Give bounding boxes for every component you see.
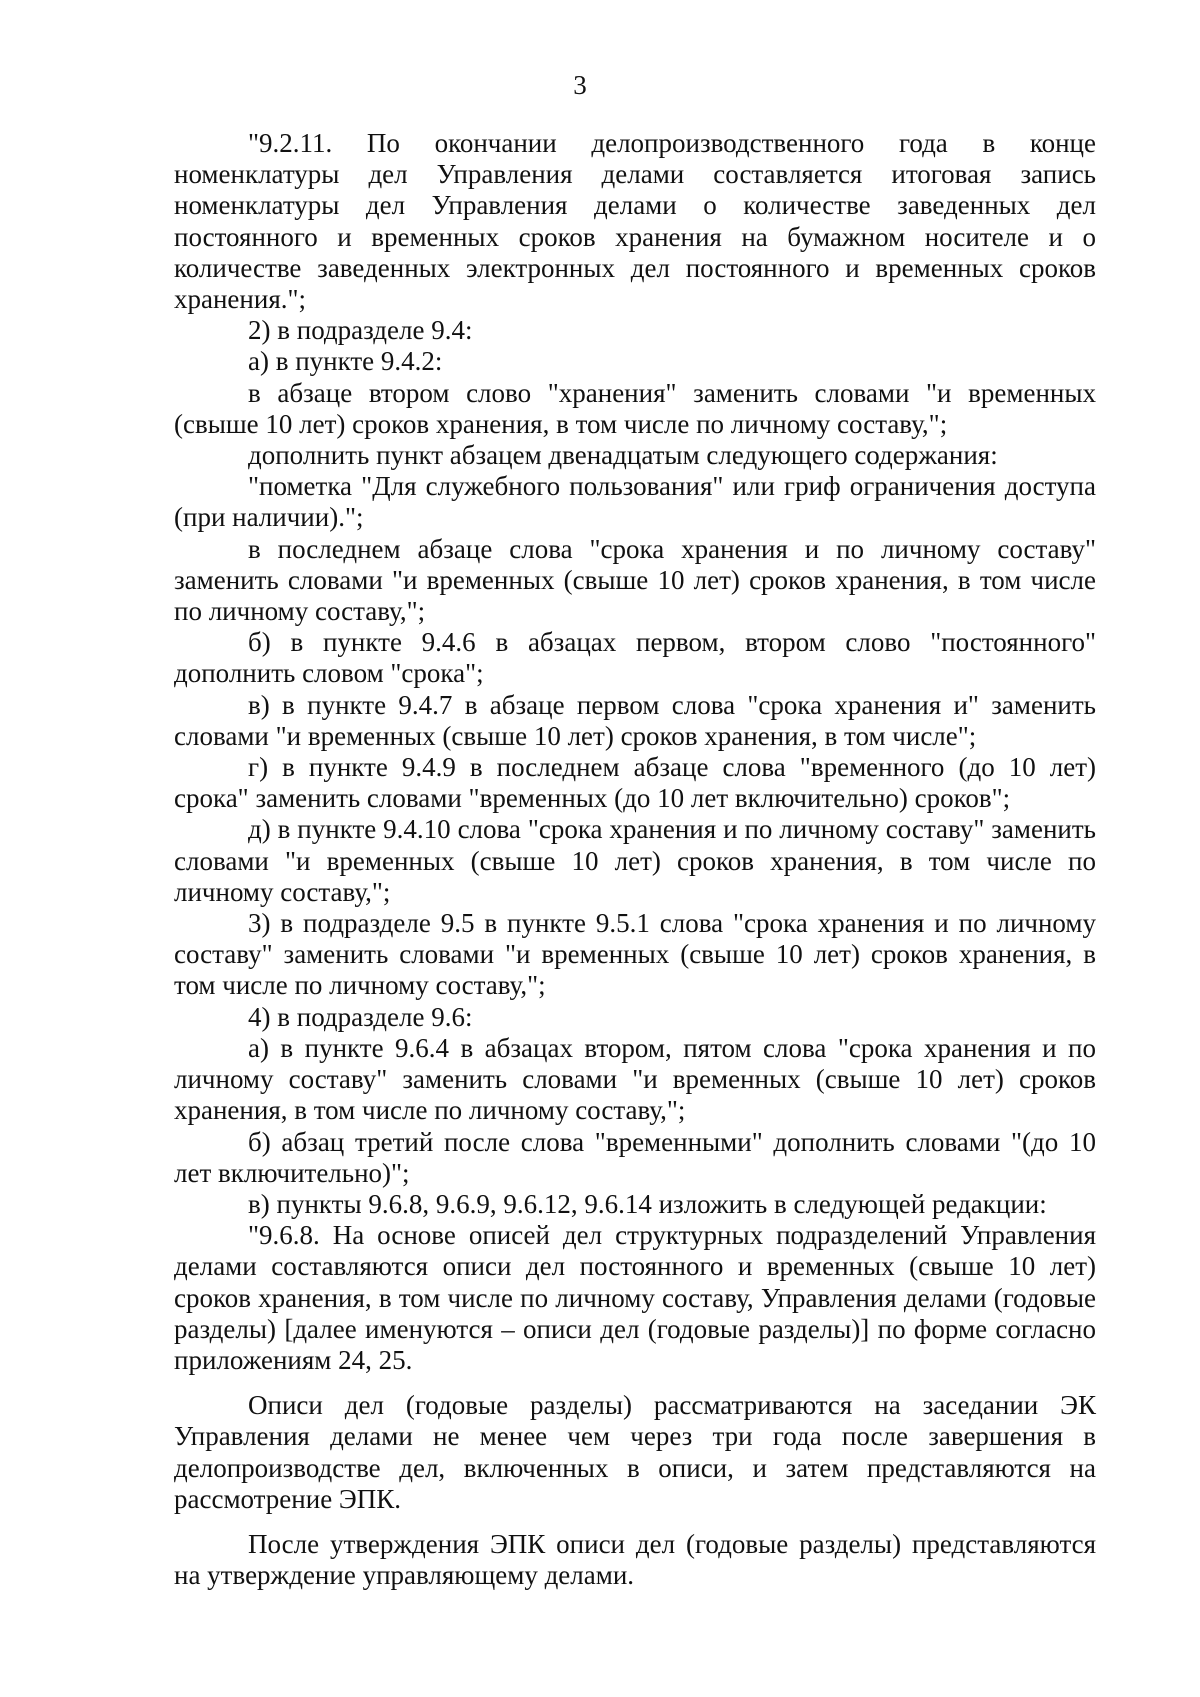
paragraph-subsection-9-4: 2) в подразделе 9.4:	[248, 315, 473, 346]
paragraph-9-6-8: "9.6.8. На основе описей дел структурных подразделений Управления делами составляются описи дел постоянного и временных (свыше 10 лет) сроков хранения, в том числе по личному составу, Управления делами (годовые разделы) [далее именуются – описи дел (годовые разделы)] по форме согласно приложениям 24, 25.	[174, 1220, 1096, 1375]
paragraph-last-abzac: в последнем абзаце слова "срока хранения и по личному составу" заменить словами "и временных (свыше 10 лет) сроков хранения, в том числе по личному составу,";	[174, 533, 1096, 627]
paragraph-item-9-4-6: б) в пункте 9.4.6 в абзацах первом, втором слово "постоянного" дополнить словом "срока";	[174, 627, 1096, 689]
page-number: 3	[573, 70, 587, 100]
paragraph-inventory-approval: После утверждения ЭПК описи дел (годовые разделы) представляются на утверждение управляющему делами.	[174, 1528, 1096, 1591]
paragraph-item-9-4-9: г) в пункте 9.4.9 в последнем абзаце слова "временного (до 10 лет) срока" заменить словами "временных (до 10 лет включительно) сроков";	[174, 752, 1096, 814]
paragraph-items-new-edition: в) пункты 9.6.8, 9.6.9, 9.6.12, 9.6.14 изложить в следующей редакции:	[248, 1188, 1047, 1219]
paragraph-item-9-4-2: а) в пункте 9.4.2:	[248, 346, 443, 377]
document-body	[174, 128, 1096, 1591]
paragraph-9-2-11: "9.2.11. По окончании делопроизводственного года в конце номенклатуры дел Управления делами составляется итоговая запись номенклатуры дел Управления делами о количестве заведенных дел постоянного и временных сроков хранения на бумажном носителе и о количестве заведенных электронных дел постоянного и временных сроков хранения.";	[174, 128, 1096, 315]
paragraph-inventory-review: Описи дел (годовые разделы) рассматриваются на заседании ЭК Управления делами не менее чем через три года после завершения в делопроизводстве дел, включенных в описи, и затем представляются на рассмотрение ЭПК.	[174, 1390, 1096, 1514]
paragraph-item-9-4-10: д) в пункте 9.4.10 слова "срока хранения и по личному составу" заменить словами "и временных (свыше 10 лет) сроков хранения, в том числе по личному составу,";	[174, 814, 1096, 907]
paragraph-add-twelfth-abzac: дополнить пункт абзацем двенадцатым следующего содержания:	[248, 440, 998, 471]
paragraph-subsection-9-6: 4) в подразделе 9.6:	[248, 1001, 473, 1032]
paragraph-third-abzac: б) абзац третий после слова "временными" дополнить словами "(до 10 лет включительно)";	[174, 1126, 1096, 1188]
paragraph-item-9-6-4: а) в пункте 9.6.4 в абзацах втором, пятом слова "срока хранения и по личному составу" заменить словами "и временных (свыше 10 лет) сроков хранения, в том числе по личному составу,";	[174, 1032, 1096, 1126]
paragraph-dsp-mark: "пометка "Для служебного пользования" или гриф ограничения доступа (при наличии).";	[174, 471, 1096, 533]
paragraph-subsection-9-5: 3) в подразделе 9.5 в пункте 9.5.1 слова "срока хранения и по личному составу" заменить словами "и временных (свыше 10 лет) сроков хранения, в том числе по личному составу,";	[174, 908, 1096, 1001]
paragraph-second-abzac: в абзаце втором слово "хранения" заменить словами "и временных (свыше 10 лет) сроков хранения, в том числе по личному составу,";	[174, 377, 1096, 439]
paragraph-item-9-4-7: в) в пункте 9.4.7 в абзаце первом слова "срока хранения и" заменить словами "и временных (свыше 10 лет) сроков хранения, в том числе";	[174, 689, 1096, 751]
